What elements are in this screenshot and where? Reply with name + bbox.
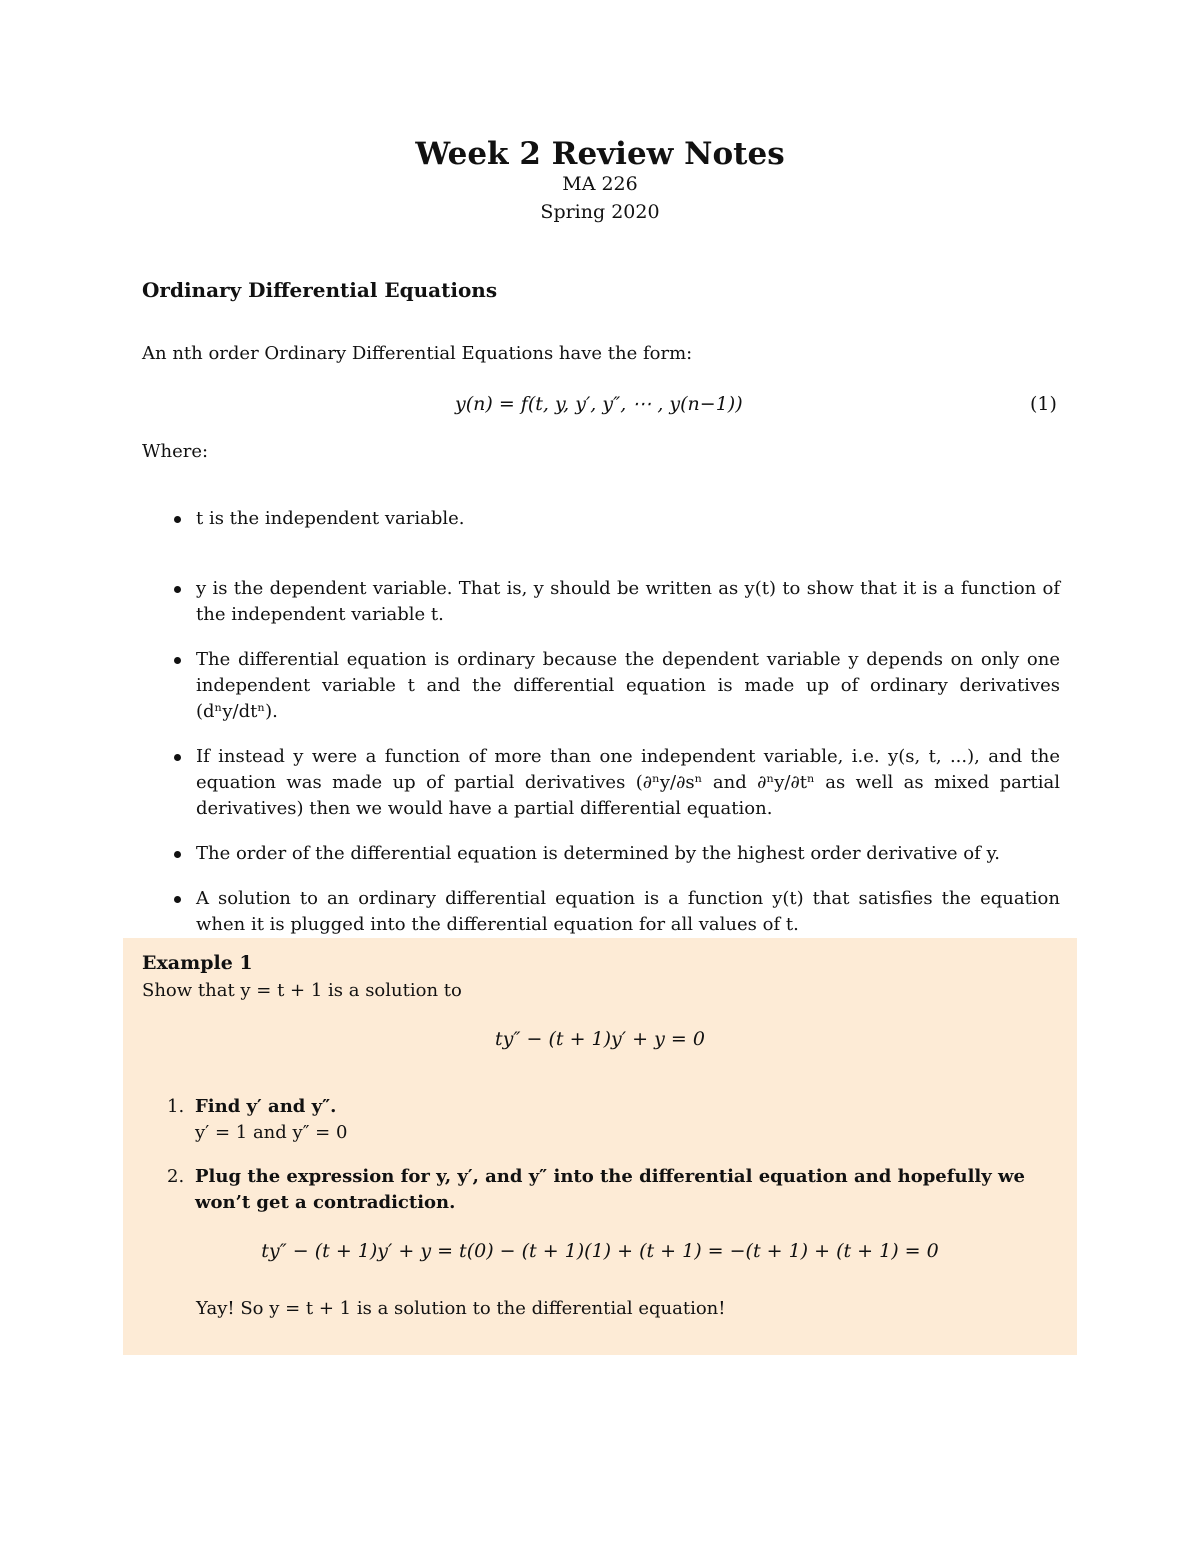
solution-steps — [167, 1094, 1060, 1234]
equation-number: (1) — [1030, 393, 1057, 415]
intro-text: An nth order Ordinary Differential Equations have the form: — [142, 343, 693, 364]
bullet-icon — [174, 657, 181, 664]
general-ode-equation: y(n) = f(t, y, y′, y″, ⋯ , y(n−1)) — [455, 393, 743, 415]
substitution-equation: ty″ − (t + 1)y′ + y = t(0) − (t + 1)(1) + (t + 1) = −(t + 1) + (t + 1) = 0 — [261, 1240, 939, 1262]
list-item — [172, 841, 1060, 867]
example-equation: ty″ − (t + 1)y′ + y = 0 — [495, 1028, 705, 1050]
step-body: y′ = 1 and y″ = 0 — [195, 1122, 348, 1143]
step-number: 1. — [167, 1096, 185, 1117]
list-item — [172, 506, 1060, 532]
bullet-icon — [174, 516, 181, 523]
document-title: Week 2 Review Notes — [415, 136, 785, 172]
bullet-text: A solution to an ordinary differential equation is a function y(t) that satisfies the equation when it is plugged into the differential equation for all values of t. — [196, 888, 1060, 935]
bullet-text: The order of the differential equation is determined by the highest order derivative of y. — [196, 843, 1000, 864]
step-number: 2. — [167, 1166, 185, 1187]
bullet-text: t is the independent variable. — [196, 508, 465, 529]
example-conclusion: Yay! So y = t + 1 is a solution to the differential equation! — [196, 1298, 726, 1319]
definition-list — [172, 506, 1060, 957]
step-heading: Find y′ and y″. — [195, 1096, 337, 1117]
example-prompt: Show that y = t + 1 is a solution to — [142, 980, 462, 1001]
term-label: Spring 2020 — [540, 201, 660, 223]
step-heading: Plug the expression for y, y′, and y″ into the differential equation and hopefully we won’t get a contradiction. — [195, 1166, 1025, 1213]
bullet-text: The differential equation is ordinary because the dependent variable y depends on only one independent variable t and the differential equation is made up of ordinary derivatives (dⁿy/dtⁿ). — [196, 649, 1060, 722]
list-item — [172, 744, 1060, 822]
bullet-icon — [174, 896, 181, 903]
where-label: Where: — [142, 441, 209, 462]
step-item — [167, 1164, 1060, 1216]
list-item — [172, 886, 1060, 938]
bullet-icon — [174, 851, 181, 858]
step-item — [167, 1094, 1060, 1146]
bullet-icon — [174, 754, 181, 761]
section-heading: Ordinary Differential Equations — [142, 278, 498, 302]
bullet-icon — [174, 586, 181, 593]
list-item — [172, 647, 1060, 725]
bullet-text: y is the dependent variable. That is, y should be written as y(t) to show that it is a function of the independent variable t. — [196, 578, 1060, 625]
bullet-text: If instead y were a function of more than one independent variable, i.e. y(s, t, ...), and the equation was made up of partial derivatives (∂ⁿy/∂sⁿ and ∂ⁿy/∂tⁿ as well as mixed partial derivatives) then we would have a partial differential equation. — [196, 746, 1060, 819]
course-code: MA 226 — [562, 173, 638, 195]
list-item — [172, 576, 1060, 628]
example-title: Example 1 — [142, 952, 253, 974]
